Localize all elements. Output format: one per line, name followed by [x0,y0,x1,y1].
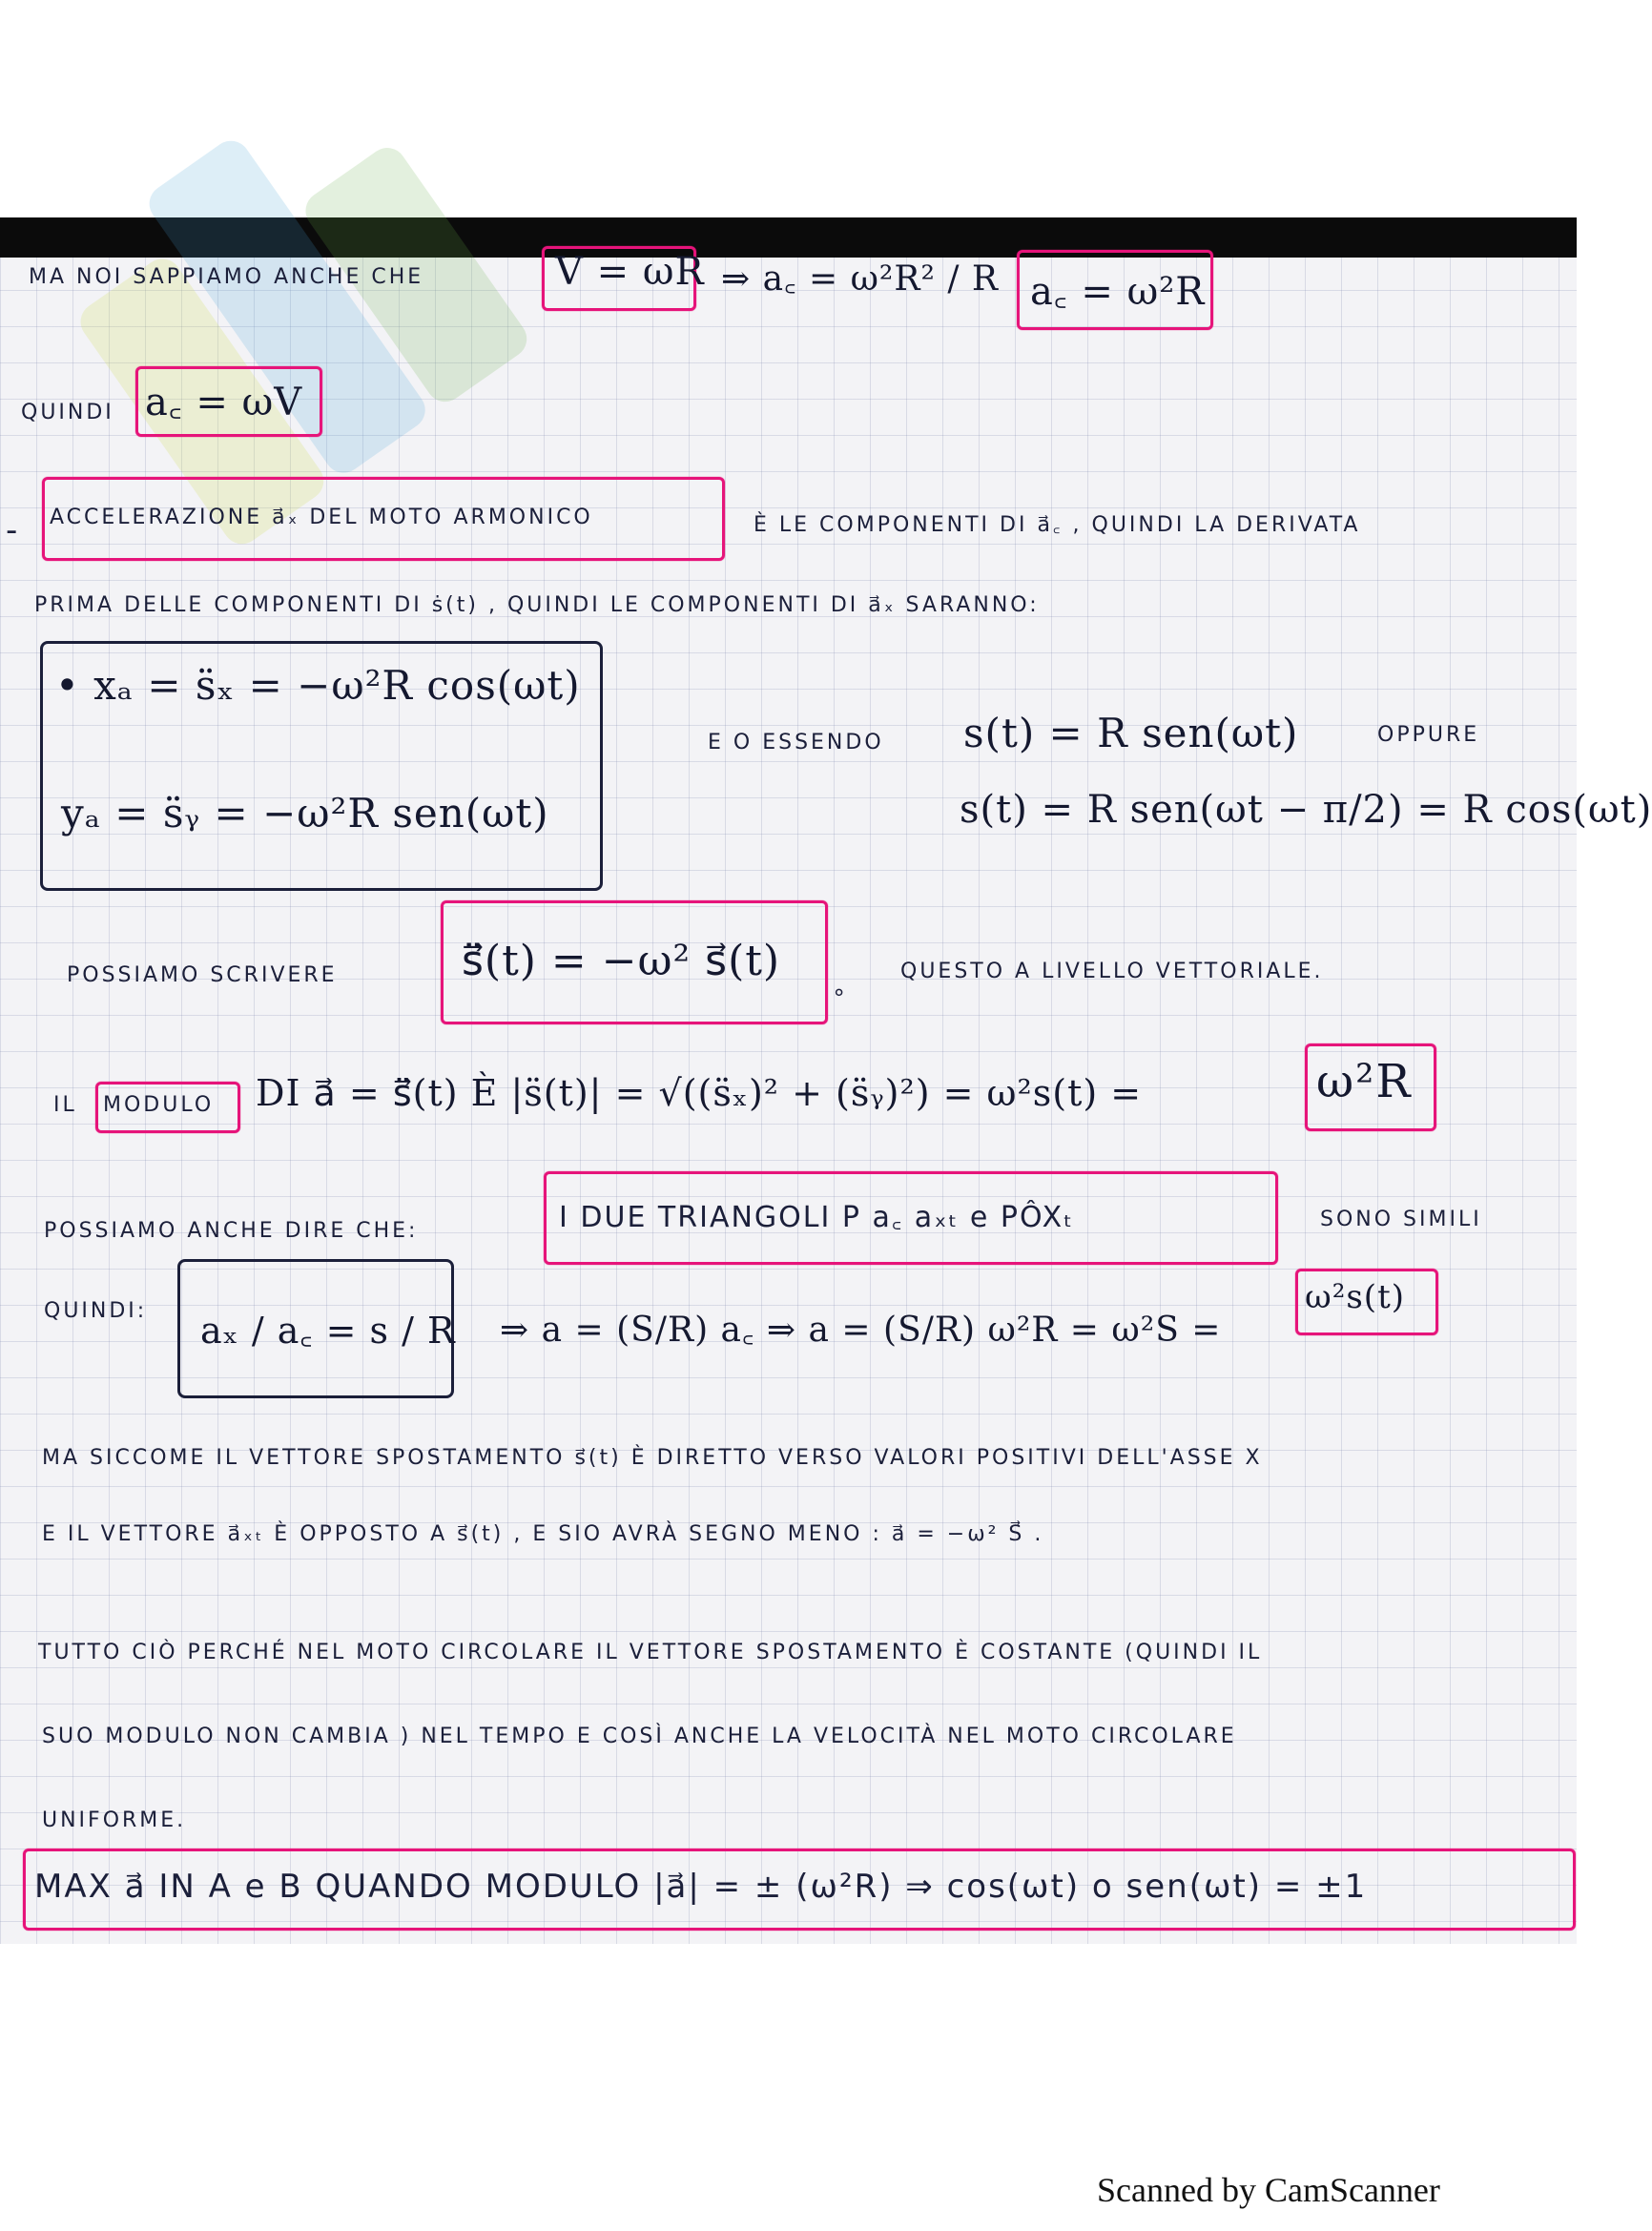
scan-top-edge [0,217,1577,258]
system-eq-x: • xₐ = s̈ₓ = −ω²R cos(ωt) [55,662,581,709]
paragraph-line-1: MA SICCOME IL VETTORE SPOSTAMENTO s⃗(t) È DIRETTO VERSO VALORI POSITIVI DELL'ASSE X [42,1446,1263,1470]
line7-dot: ∘ [832,979,849,1005]
line9-text: POSSIAMO ANCHE DIRE CHE: [44,1219,419,1243]
line4-text: PRIMA DELLE COMPONENTI DI ṡ(t) , QUINDI LE COMPONENTI DI a⃗ₓ SARANNO: [34,593,1040,617]
eq-s-cos: s(t) = R sen(ωt − π/2) = R cos(ωt) [960,788,1652,832]
eq-s-sen: s(t) = R sen(ωt) [963,710,1299,756]
paragraph-line-5: UNIFORME. [42,1808,187,1832]
final-statement: MAX a⃗ IN A e B QUANDO MODULO |a⃗| = ± (ω²R) ⇒ cos(ωt) o sen(ωt) = ±1 [34,1868,1368,1906]
paragraph-line-3: TUTTO CIÒ PERCHÉ NEL MOTO CIRCOLARE IL VETTORE SPOSTAMENTO È COSTANTE (QUINDI IL [38,1641,1263,1664]
line10-quindi: QUINDI: [44,1299,148,1323]
bullet-dash: - [6,511,20,549]
eq-vector-acceleration: s̈⃗(t) = −ω² s⃗(t) [462,937,781,985]
line9-triangles: I DUE TRIANGOLI P a꜀ aₓₜ e PÔXₜ [559,1201,1075,1234]
line3-rest: È LE COMPONENTI DI a⃗꜀ , QUINDI LA DERIVATA [754,513,1361,537]
line3-boxed-title: ACCELERAZIONE a⃗ₓ DEL MOTO ARMONICO [50,506,593,529]
line1-text: MA NOI SAPPIAMO ANCHE CHE [29,265,424,289]
line8-modulo: MODULO [103,1093,215,1117]
eq-ac-omega-v: a꜀ = ωV [145,381,303,424]
eq-result-omega2r: ω²R [1316,1055,1413,1108]
eq-v-omega-r: V = ωR [555,250,705,294]
eq-ac-omega2r: a꜀ = ω²R [1030,270,1206,314]
camscanner-footer: Scanned by CamScanner [1097,2171,1440,2209]
eo-essendo-text: E O ESSENDO [708,731,884,754]
system-eq-y: yₐ = s̈ᵧ = −ω²R sen(ωt) [61,790,549,837]
line9-rest: SONO SIMILI [1320,1208,1482,1231]
oppure-text: OPPURE [1377,723,1480,747]
line7-rest: QUESTO A LIVELLO VETTORIALE. [900,960,1324,983]
eq-result-omega2s: ω²s(t) [1305,1278,1405,1316]
paragraph-line-2: E IL VETTORE a⃗ₓₜ È OPPOSTO A s⃗(t) , E SIO AVRÀ SEGNO MENO : a⃗ = −ω² S⃗ . [42,1522,1044,1546]
line7-text: POSSIAMO SCRIVERE [67,963,338,987]
line8-il: IL [53,1093,77,1117]
eq-a-derivation: ⇒ a = (S/R) a꜀ ⇒ a = (S/R) ω²R = ω²S = [500,1311,1222,1350]
eq-proportion: aₓ / a꜀ = s / R [200,1310,456,1352]
paragraph-line-4: SUO MODULO NON CAMBIA ) NEL TEMPO E COSÌ ANCHE LA VELOCITÀ NEL MOTO CIRCOLARE [42,1725,1237,1748]
eq-modulo-acceleration: DI a⃗ = s̈⃗(t) È |s̈(t)| = √((s̈ₓ)² + (s̈ᵧ)²) = ω²s(t) = [256,1072,1143,1114]
line2-text: QUINDI [21,401,114,424]
eq-ac-fraction: ⇒ a꜀ = ω²R² / R [721,259,1000,299]
